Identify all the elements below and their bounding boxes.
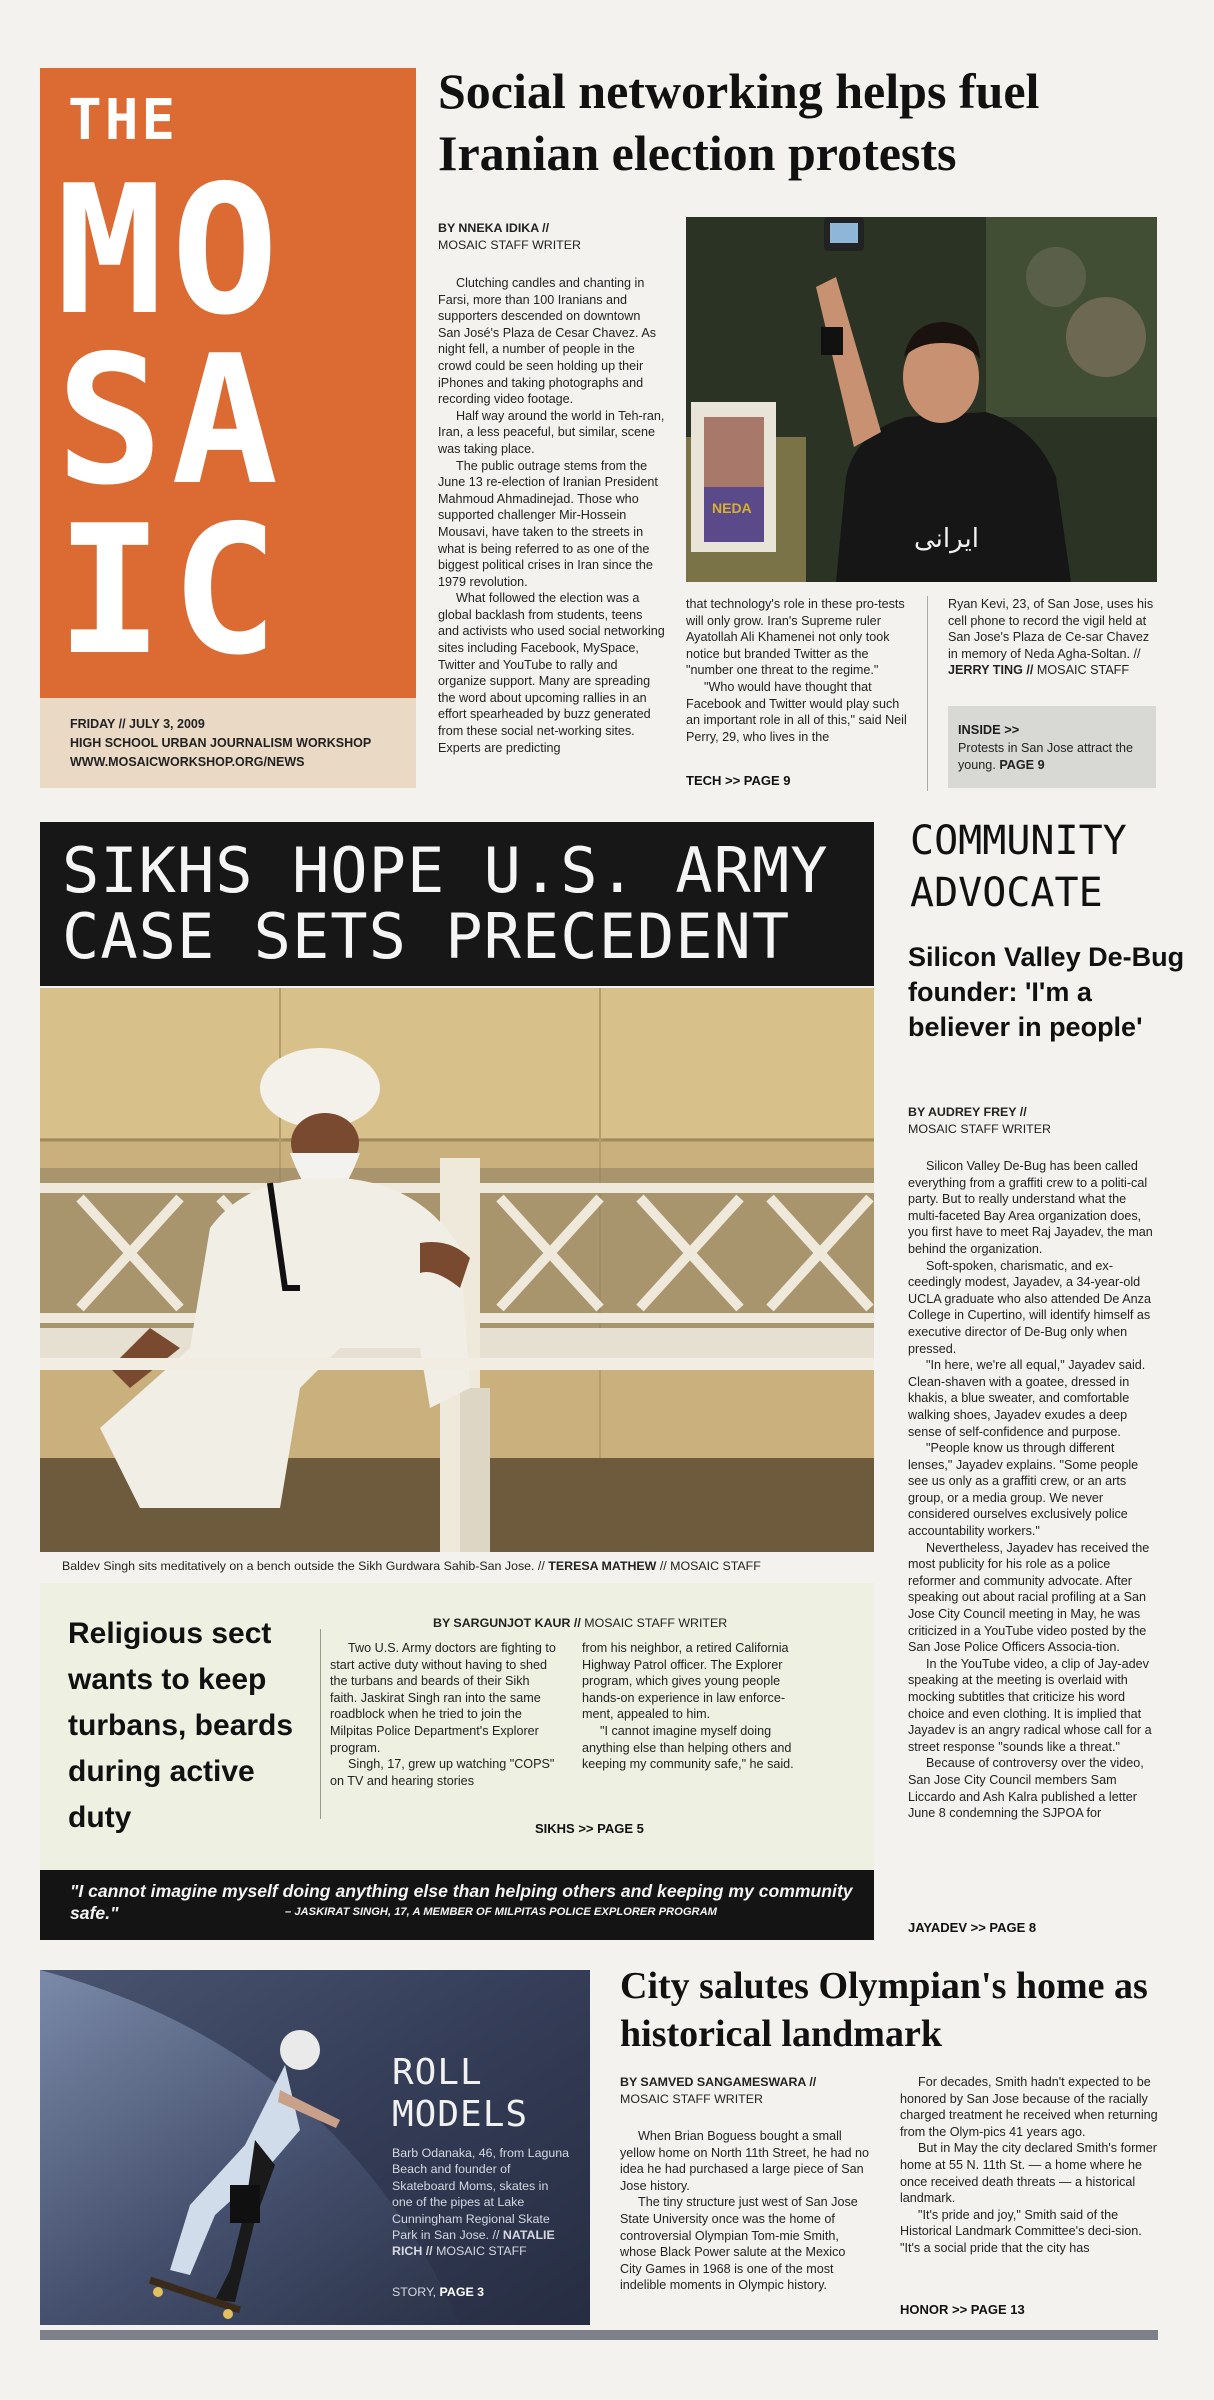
masthead-letters-row-1: MO: [56, 147, 287, 354]
olympian-byline-name: BY SAMVED SANGAMESWARA //: [620, 2075, 817, 2089]
iran-column-2: [686, 596, 914, 745]
olympian-jump-link[interactable]: HONOR >> PAGE 13: [900, 2302, 1025, 2317]
iran-caption-staff: MOSAIC STAFF: [1036, 663, 1130, 678]
bottom-rule: [40, 2330, 1158, 2340]
iran-paragraph: What followed the election was a global backlash from students, teens and activists who used social networking sites including Facebook, MySpace, Twitter and YouTube to rally and organize support. Many are spreading the word about upcoming rallies in an effort spearheaded by buzz generated from these social net-working sites. Experts are predicting: [438, 591, 665, 755]
olympian-byline-role: MOSAIC STAFF WRITER: [620, 2092, 763, 2106]
masthead: [40, 68, 416, 788]
olympian-byline: [620, 2074, 816, 2108]
debug-kicker-line-1: COMMUNITY: [910, 818, 1127, 864]
iran-column-divider: [927, 596, 928, 791]
inside-text-body: Protests in San Jose attract the young.: [958, 741, 1134, 772]
inside-box[interactable]: [948, 706, 1156, 788]
iran-column-1: [438, 275, 666, 756]
iran-jump-link[interactable]: TECH >> PAGE 9: [686, 773, 791, 788]
masthead-logo-block: [40, 68, 416, 698]
debug-paragraph: Silicon Valley De-Bug has been called everything from a graffiti crew to a politi-cal party. But to really understand what the multi-faceted Bay Area organization does, you first have to meet Raj Jayadev, the man behind the organization.: [908, 1159, 1153, 1256]
olympian-paragraph: But in May the city declared Smith's former home at 55 N. 11th St. — a home where he once received death threats — a historical landmark.: [900, 2141, 1157, 2206]
iran-photo-caption: [948, 596, 1160, 679]
masthead-date: FRIDAY // JULY 3, 2009: [70, 717, 205, 731]
debug-paragraph: Because of controversy over the video, San Jose City Council members Sam Liccardo and Ash Kalra published a letter June 8 condemning the SJPOA for: [908, 1756, 1144, 1821]
sikh-paragraph: "I cannot imagine myself doing anything else than helping others and keeping my community safe," he said.: [582, 1723, 794, 1772]
iran-byline-role: MOSAIC STAFF WRITER: [438, 238, 581, 252]
sikh-byline-role: MOSAIC STAFF WRITER: [584, 1616, 728, 1630]
inside-label: INSIDE >>: [958, 722, 1020, 737]
roll-models-caption: [392, 2145, 572, 2260]
iran-caption-text: Ryan Kevi, 23, of San Jose, uses his cell phone to record the vigil held at San Jose's Plaza de Ce-sar Chavez in memory of Neda Agha-Soltan. //: [948, 597, 1154, 661]
iran-photo-illustration: [686, 217, 1157, 582]
sikh-banner-line-1: SIKHS HOPE U.S. ARMY: [62, 834, 829, 907]
debug-byline: [908, 1104, 1051, 1138]
iran-photo-shirt-text: ایرانی: [914, 524, 979, 554]
sikh-byline: [433, 1615, 727, 1632]
sikh-photo-caption: [62, 1559, 882, 1573]
debug-paragraph: "People know us through different lenses," Jayadev explains. "Some people see us only as a graffiti crew, or an arts group, or a media group. We never considered ourselves exclusively police accountability workers.": [908, 1441, 1139, 1539]
sikh-caption-credit: TERESA MATHEW: [548, 1559, 657, 1573]
masthead-the: THE: [68, 88, 179, 153]
debug-column: [908, 1158, 1158, 1822]
sikh-quote-text: "I cannot imagine myself doing anything else than helping others and keeping my community safe.": [70, 1881, 853, 1923]
sikh-banner: [40, 822, 874, 986]
olympian-paragraph: When Brian Boguess bought a small yellow home on North 11th Street, he had no idea he had purchased a large piece of San Jose history.: [620, 2129, 869, 2193]
roll-caption-text: Barb Odanaka, 46, from Laguna Beach and founder of Skateboard Moms, skates in one of the pipes at Lake Cunningham Regional Skate Park in San Jose. //: [392, 2146, 570, 2243]
sikh-paragraph: Singh, 17, grew up watching "COPS" on TV and hearing stories: [330, 1757, 555, 1788]
sikh-paragraph: from his neighbor, a retired California Highway Patrol officer. The Explorer program, which gives young people hands-on experience in law enforce-ment, appealed to him.: [582, 1641, 789, 1722]
iran-paragraph: Half way around the world in Teh-ran, Iran, a less peaceful, but similar, scene was taking place.: [438, 408, 665, 456]
sikh-photo-illustration: [40, 988, 874, 1552]
iran-headline: Social networking helps fuel Iranian election protests: [438, 63, 1040, 181]
masthead-url: WWW.MOSAICWORKSHOP.ORG/NEWS: [70, 755, 305, 769]
roll-models-photo: [40, 1970, 590, 2325]
sikh-caption-staff: // MOSAIC STAFF: [659, 1559, 761, 1573]
debug-jump-link[interactable]: JAYADEV >> PAGE 8: [908, 1920, 1037, 1935]
iran-byline-name: BY NNEKA IDIKA //: [438, 221, 550, 235]
iran-protest-photo: [686, 217, 1157, 582]
sikh-caption-text: Baldev Singh sits meditatively on a bench outside the Sikh Gurdwara Sahib-San Jose. //: [62, 1559, 545, 1573]
masthead-logo-letters: [56, 147, 406, 694]
masthead-letters-row-2: SA: [56, 317, 287, 524]
iran-caption-credit: JERRY TING //: [948, 663, 1034, 678]
roll-models-title-line-1: ROLL: [392, 2052, 483, 2093]
debug-byline-role: MOSAIC STAFF WRITER: [908, 1122, 1051, 1136]
inside-text: [958, 740, 1148, 773]
debug-paragraph: Soft-spoken, charismatic, and ex-ceedingly modest, Jayadev, a 34-year-old UCLA graduate who also attended De Anza College in Cupertino, will identify himself as executive director of De-Bug only when pressed.: [908, 1258, 1151, 1356]
roll-models-title: [392, 2052, 528, 2136]
olympian-paragraph: "It's pride and joy," Smith said of the Historical Landmark Committee's deci-sion. "It's a social pride that the city has: [900, 2207, 1142, 2255]
debug-kicker-line-2: ADVOCATE: [910, 870, 1103, 916]
olympian-paragraph: The tiny structure just west of San Jose State University once was the home of controversial Olympian Tom-mie Smith, whose Black Power salute at the Mexico City Games in 1968 is one of the most indelible moments in Olympic history.: [620, 2195, 858, 2293]
masthead-workshop: HIGH SCHOOL URBAN JOURNALISM WORKSHOP: [70, 736, 372, 750]
iran-byline: [438, 220, 581, 254]
sikh-story-box: [40, 1583, 874, 1870]
roll-story-label: STORY,: [392, 2285, 437, 2299]
debug-byline-name: BY AUDREY FREY //: [908, 1105, 1027, 1119]
iran-photo-sign-text: NEDA: [712, 500, 752, 516]
olympian-headline: City salutes Olympian's home as historical landmark: [620, 1965, 1148, 2055]
olympian-column-2: [900, 2074, 1160, 2257]
sikh-photo: [40, 988, 874, 1552]
sikh-column-1: [330, 1640, 558, 1789]
sikh-paragraph: Two U.S. Army doctors are fighting to start active duty without having to shed the turbans and beards of their Sikh faith. Jaskirat Singh ran into the same roadblock when he tried to join the Milpitas Police Department's Explorer program.: [330, 1641, 556, 1755]
olympian-paragraph: For decades, Smith hadn't expected to be honored by San Jose because of the racially charged treatment he received when returning from the Olym-pics 41 years ago.: [900, 2075, 1158, 2139]
roll-models-title-line-2: MODELS: [392, 2094, 529, 2135]
sikh-byline-name: BY SARGUNJOT KAUR //: [433, 1616, 581, 1630]
iran-paragraph: Clutching candles and chanting in Farsi, more than 100 Iranians and supporters descended on downtown San José's Plaza de Cesar Chavez. As night fell, a number of people in the crowd could be seen holding up their iPhones and taking photographs and recording video footage.: [438, 276, 657, 407]
debug-headline: Silicon Valley De-Bug founder: 'I'm a believer in people': [908, 942, 1185, 1042]
debug-paragraph: "In here, we're all equal," Jayadev said. Clean-shaven with a goatee, dressed in khakis, a blue sweater, and comfortable walking shoes, Jayadev exudes a deep sense of self-confidence and purpose.: [908, 1358, 1146, 1439]
roll-models-story-link[interactable]: [392, 2285, 484, 2299]
iran-paragraph: The public outrage stems from the June 13 re-election of Iranian President Mahmoud Ahmadinejad. Those who supported challenger Mir-Hossein Mousavi, have taken to the streets in what is being referred to as one of the biggest political crises in Iran since the 1979 revolution.: [438, 458, 658, 589]
inside-page: PAGE 9: [999, 757, 1045, 772]
roll-caption-credit: NATALIE RICH //: [392, 2228, 555, 2259]
sikh-deck: Religious sect wants to keep turbans, beards during active duty: [68, 1617, 294, 1834]
sikh-deck-divider: [320, 1629, 321, 1819]
debug-paragraph: In the YouTube video, a clip of Jay-adev speaking at the meeting is overlaid with mocking subtitles that criticize his word choice and even clothing. It is implied that Jayadev is an angry radical whose call for a street response "sounds like a threat.": [908, 1656, 1152, 1754]
sikh-quote-attribution: – JASKIRAT SINGH, 17, A MEMBER OF MILPITAS POLICE EXPLORER PROGRAM: [285, 1906, 717, 1918]
sikh-column-2: [582, 1640, 804, 1773]
sikh-jump-link[interactable]: SIKHS >> PAGE 5: [535, 1821, 644, 1836]
debug-paragraph: Nevertheless, Jayadev has received the most publicity for his role as a police reformer and community advocate. After speaking out about racial profiling at a San Jose City Council meeting in May, he was criticized in a YouTube video posted by the San Jose Police Officers Associa-tion.: [908, 1540, 1150, 1655]
roll-story-page: PAGE 3: [439, 2285, 485, 2299]
olympian-column-1: [620, 2128, 870, 2294]
masthead-letters-row-3: IC: [56, 487, 287, 694]
sikh-banner-line-2: CASE SETS PRECEDENT: [62, 900, 791, 973]
iran-paragraph: "Who would have thought that Facebook and Twitter would play such an important role in all of this," said Neil Perry, 29, who lives in the: [686, 679, 907, 744]
iran-paragraph: that technology's role in these pro-tests will only grow. Iran's Supreme ruler Ayatollah Ali Khamenei not only took notice but branded Twitter as the "number one threat to the regime.": [686, 597, 905, 678]
debug-kicker: [910, 815, 1127, 919]
roll-caption-staff: MOSAIC STAFF: [436, 2244, 527, 2259]
sikh-pull-quote: [40, 1870, 874, 1940]
